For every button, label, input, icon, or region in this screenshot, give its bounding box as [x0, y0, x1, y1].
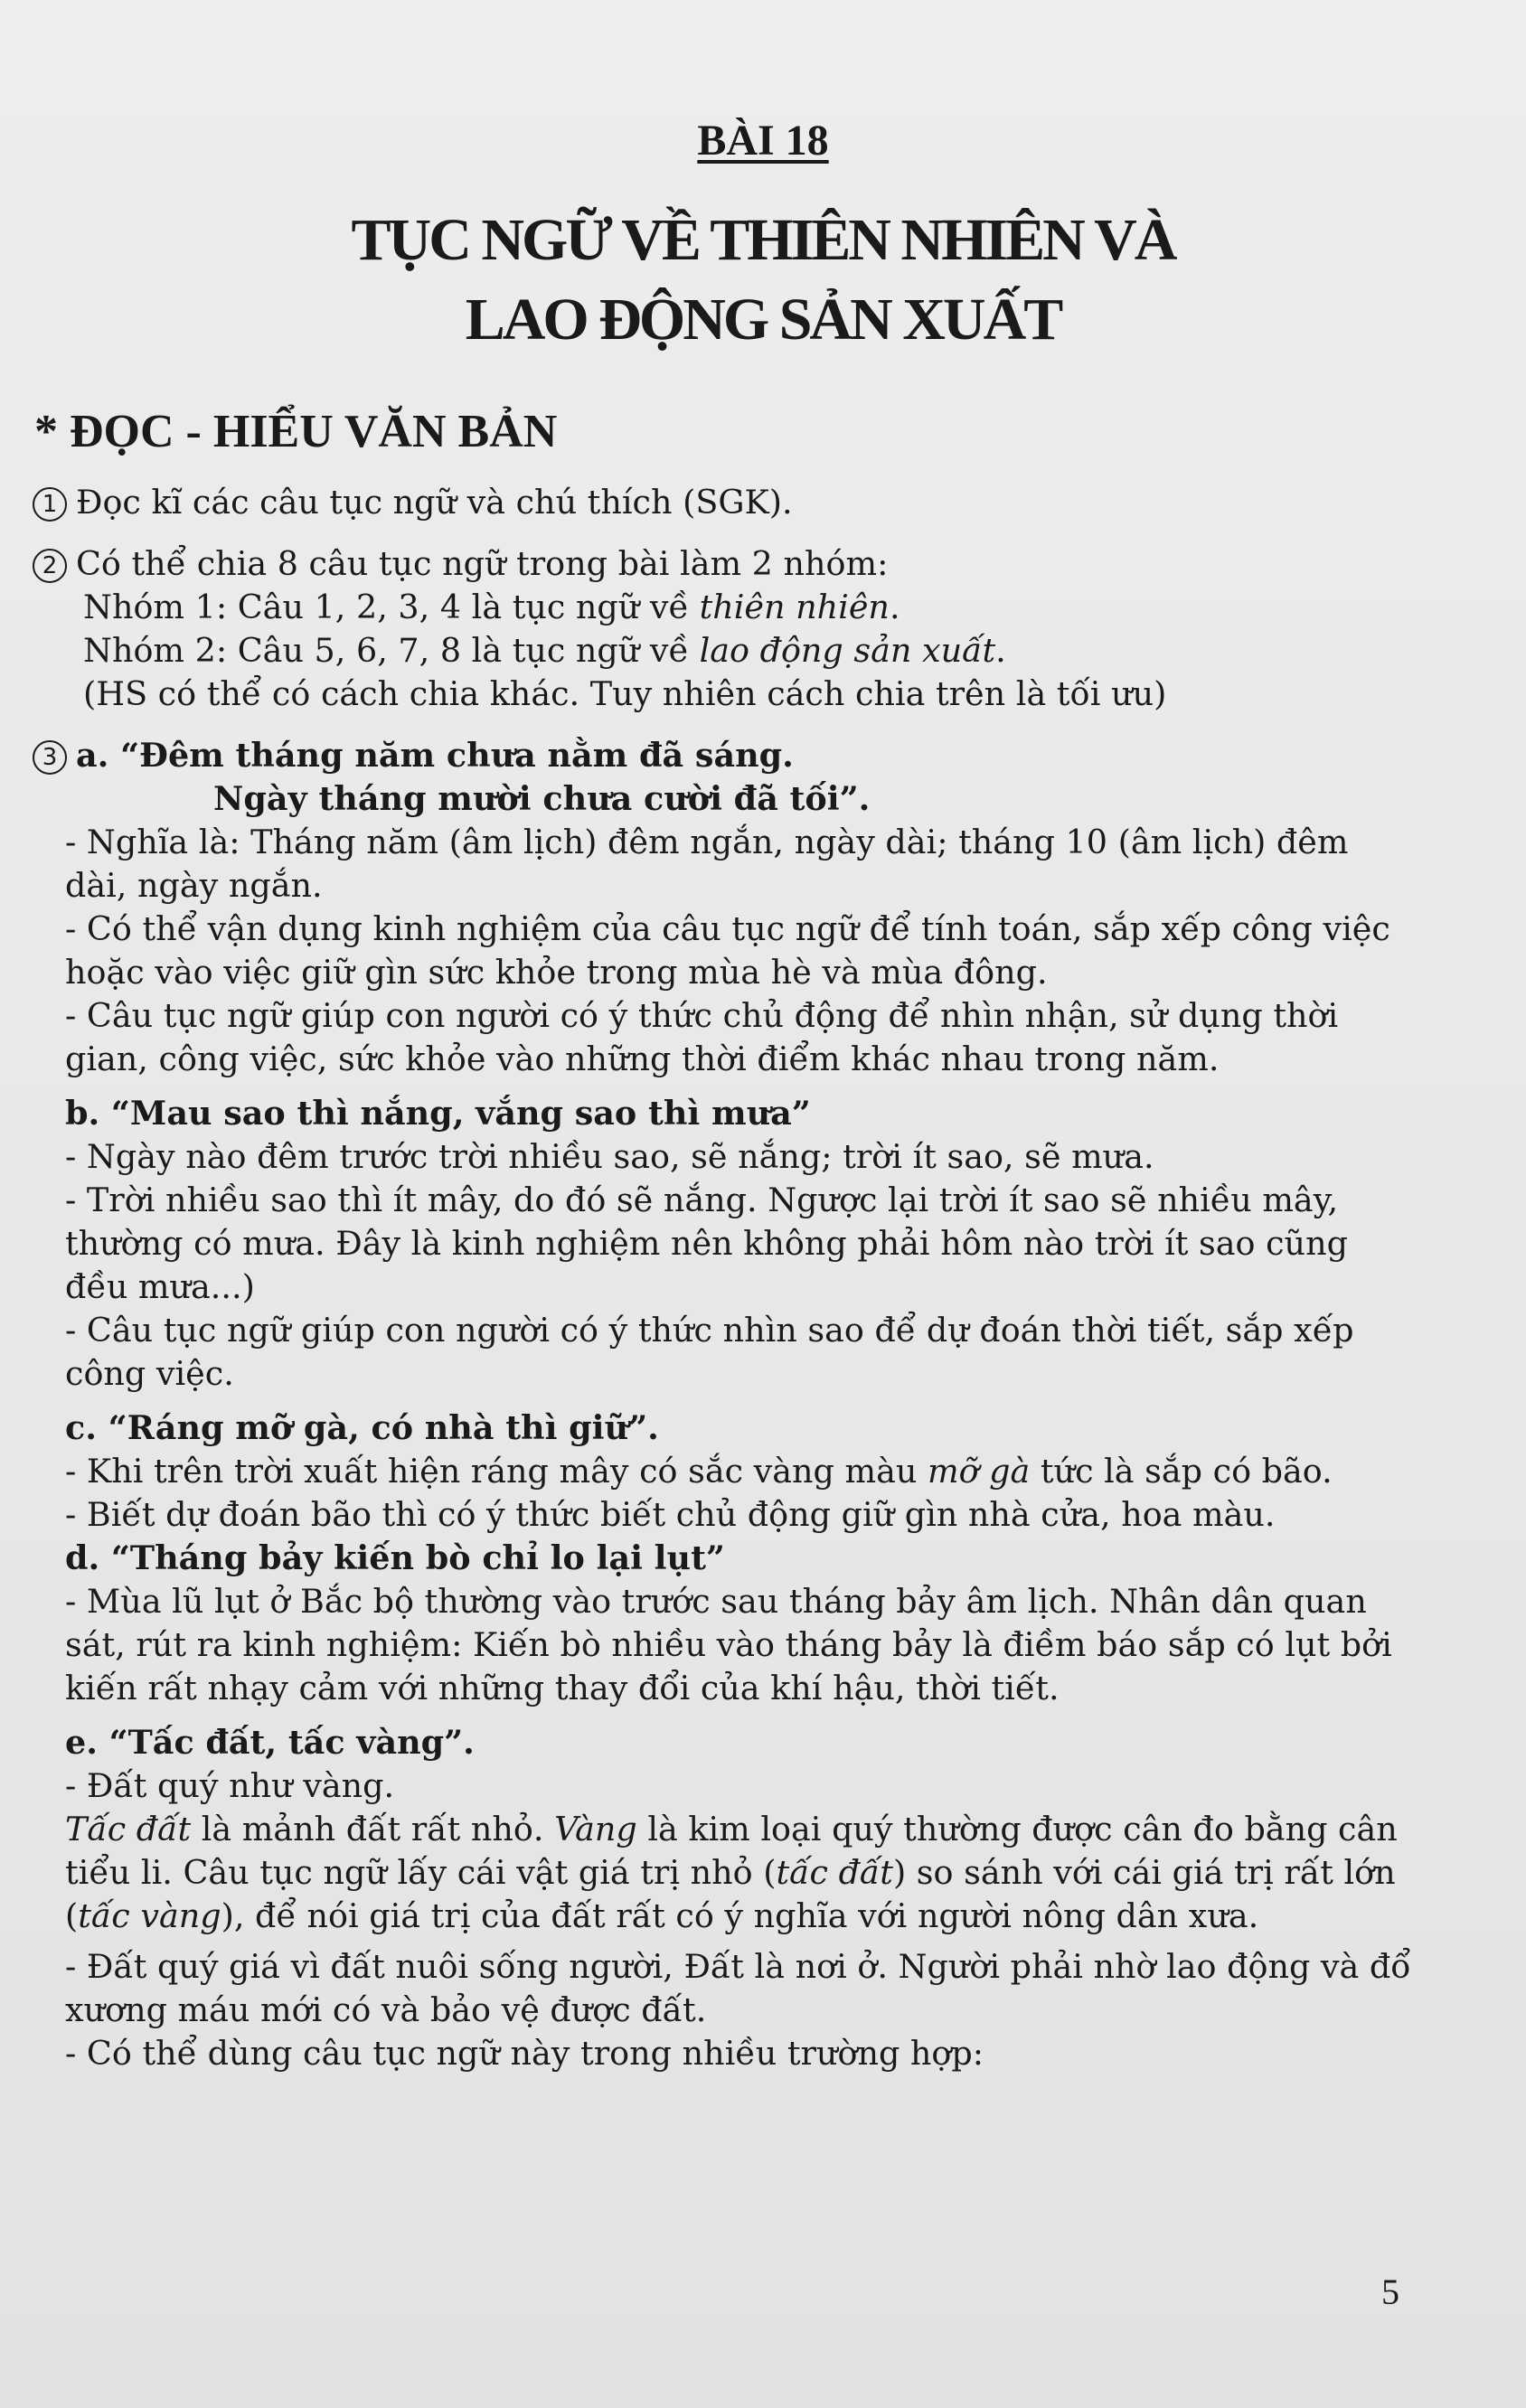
item-1-text: Đọc kĩ các câu tục ngữ và chú thích (SGK). [76, 483, 793, 522]
proverb-e-text-4: ), để nói giá trị của đất rất có ý nghĩa với người nông dân xưa. [221, 1896, 1259, 1935]
item-1 [33, 481, 1411, 524]
proverb-a-title-2: Ngày tháng mười chưa cười đã tối”. [213, 779, 871, 818]
group-1-text: Nhóm 1: Câu 1, 2, 3, 4 là tục ngữ về [83, 588, 700, 626]
proverb-d-meaning: - Mùa lũ lụt ở Bắc bộ thường vào trước sau tháng bảy âm lịch. Nhân dân quan sát, rút ra kinh nghiệm: Kiến bò nhiều vào tháng bảy là điềm báo sắp có lụt bởi kiến rất nhạy cảm với những thay đổi của khí hậu, thời tiết. [65, 1582, 1392, 1707]
proverb-b-explanation: - Trời nhiều sao thì ít mây, do đó sẽ nắng. Ngược lại trời ít sao sẽ nhiều mây, thường có mưa. Đây là kinh nghiệm nên không phải hôm nào trời ít sao cũng đều mưa...) [65, 1180, 1348, 1306]
proverb-d-title: d. “Tháng bảy kiến bò chỉ lo lại lụt” [65, 1538, 725, 1577]
page-number: 5 [1381, 2272, 1399, 2312]
group-2-end: . [995, 631, 1006, 670]
proverb-c-lesson: - Biết dự đoán bão thì có ý thức biết chủ động giữ gìn nhà cửa, hoa màu. [65, 1495, 1276, 1534]
group-2-emphasis: lao động sản xuất [699, 631, 996, 670]
proverb-a-line-1: a. “Đêm tháng năm chưa nằm đã sáng. [76, 736, 794, 775]
proverb-e-em-4: tấc vàng [78, 1896, 221, 1935]
proverb-c-title: c. “Ráng mỡ gà, có nhà thì giữ”. [65, 1408, 659, 1447]
proverb-b-title: b. “Mau sao thì nắng, vắng sao thì mưa” [65, 1094, 811, 1133]
circled-number-2: 2 [33, 549, 67, 583]
proverb-c-meaning-text: - Khi trên trời xuất hiện ráng mây có sắc vàng màu [65, 1452, 928, 1491]
item-2 [33, 542, 1411, 586]
proverb-c-meaning-end: tức là sắp có bão. [1030, 1452, 1333, 1491]
circled-number-3: 3 [33, 740, 67, 775]
circled-number-1: 1 [33, 487, 67, 522]
proverb-e-em-3: tấc đất [776, 1853, 893, 1892]
proverb-a-lesson: - Câu tục ngữ giúp con người có ý thức chủ động để nhìn nhận, sử dụng thời gian, công việc, sức khỏe vào những thời điểm khác nhau trong năm. [65, 996, 1339, 1078]
proverb-a-application: - Có thể vận dụng kinh nghiệm của câu tục ngữ để tính toán, sắp xếp công việc hoặc vào việc giữ gìn sức khỏe trong mùa hè và mùa đông. [65, 909, 1390, 992]
proverb-e-text-1: là mảnh đất rất nhỏ. [191, 1810, 555, 1848]
group-2-text: Nhóm 2: Câu 5, 6, 7, 8 là tục ngữ về [83, 631, 700, 670]
grouping-note: (HS có thể có cách chia khác. Tuy nhiên cách chia trên là tối ưu) [83, 674, 1167, 713]
proverb-b-lesson: - Câu tục ngữ giúp con người có ý thức nhìn sao để dự đoán thời tiết, sắp xếp công việc. [65, 1311, 1354, 1393]
section-heading: * ĐỌC - HIỂU VĂN BẢN [34, 406, 558, 457]
proverb-e-usage: - Có thể dùng câu tục ngữ này trong nhiều trường hợp: [65, 2034, 984, 2073]
proverb-a-title-1 [33, 734, 1411, 777]
proverb-e-value: - Đất quý giá vì đất nuôi sống người, Đất là nơi ở. Người phải nhờ lao động và đổ xương máu mới có và bảo vệ được đất. [65, 1947, 1411, 2029]
proverb-a-meaning: - Nghĩa là: Tháng năm (âm lịch) đêm ngắn, ngày dài; tháng 10 (âm lịch) đêm dài, ngày ngắn. [65, 823, 1349, 905]
proverb-e-title: e. “Tấc đất, tấc vàng”. [65, 1723, 475, 1762]
proverb-e-explanation [33, 1808, 1411, 1938]
lesson-number: BÀI 18 [697, 117, 829, 165]
proverb-e-text-2: là kim loại quý thường được cân đo bằng cân tiểu li. Câu tục ngữ lấy cái vật giá trị nhỏ ( [65, 1810, 1398, 1892]
page-title [0, 201, 1526, 360]
proverb-b-meaning: - Ngày nào đêm trước trời nhiều sao, sẽ nắng; trời ít sao, sẽ mưa. [65, 1137, 1154, 1176]
proverb-c-meaning [33, 1450, 1411, 1493]
group-1-line [33, 586, 1411, 629]
group-1-emphasis: thiên nhiên [699, 588, 890, 626]
item-2-text: Có thể chia 8 câu tục ngữ trong bài làm 2 nhóm: [76, 544, 889, 583]
body-text [33, 481, 1411, 2075]
title-line-2: LAO ĐỘNG SẢN XUẤT [465, 287, 1061, 353]
title-line-1: TỤC NGỮ VỀ THIÊN NHIÊN VÀ [351, 207, 1175, 273]
group-1-end: . [889, 588, 900, 626]
proverb-c-emphasis: mỡ gà [927, 1452, 1031, 1491]
proverb-e-text-3: ) so sánh với cái giá trị rất lớn ( [65, 1853, 1396, 1935]
group-2-line [33, 629, 1411, 673]
proverb-e-em-1: Tấc đất [65, 1810, 192, 1848]
proverb-e-em-2: Vàng [554, 1810, 637, 1848]
proverb-e-meaning: - Đất quý như vàng. [65, 1766, 395, 1805]
